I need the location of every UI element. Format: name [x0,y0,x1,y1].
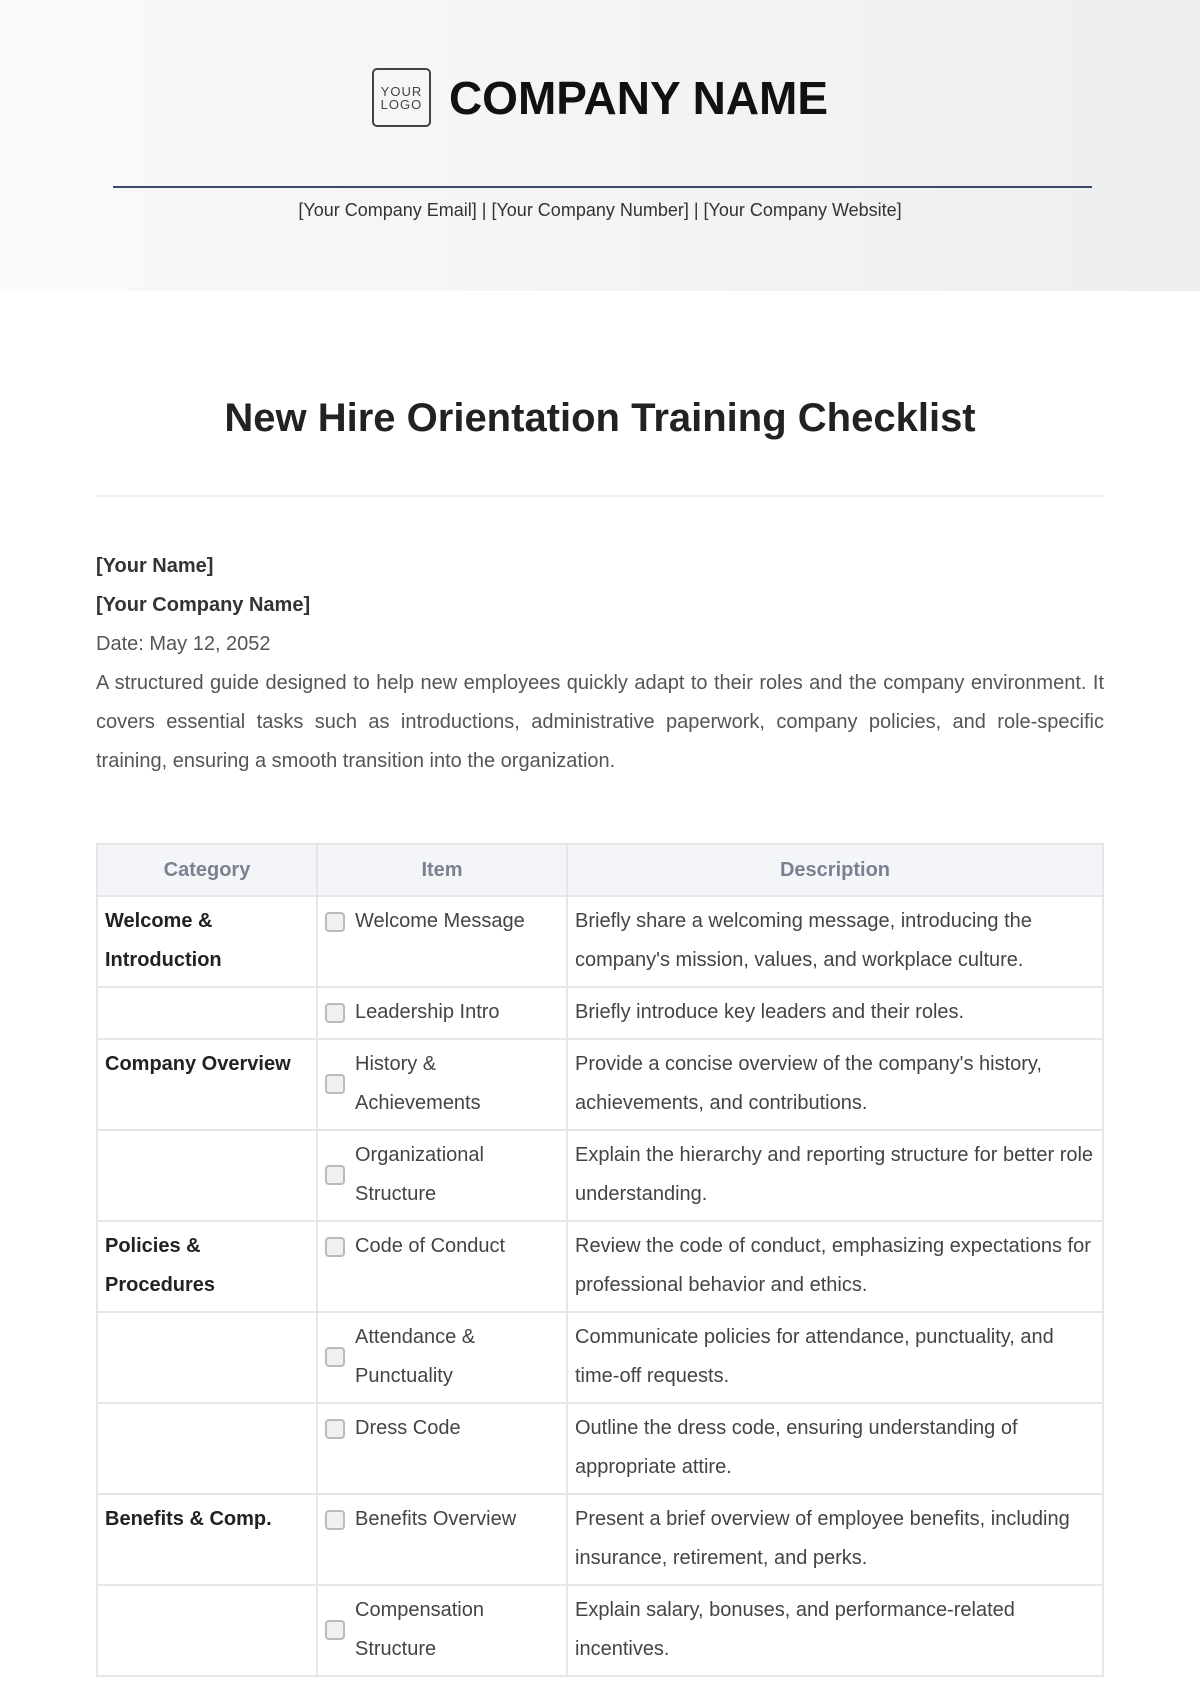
letterhead [0,0,1200,291]
logo-text: YOUR [380,83,423,99]
checklist-item[interactable] [325,1227,559,1266]
table-row [97,1403,1103,1494]
checkbox[interactable] [325,1165,345,1185]
category-cell [97,1312,317,1403]
document-info [96,547,1104,781]
checklist-item[interactable] [325,1591,559,1669]
category-cell [97,1130,317,1221]
item-cell [317,1039,567,1130]
description-cell: Outline the dress code, ensuring understanding of appropriate attire. [567,1403,1103,1494]
item-cell [317,1312,567,1403]
company-logo [372,68,431,127]
item-cell [317,1494,567,1585]
company-contact: [Your Company Email] | [Your Company Number] | [Your Company Website] [298,200,902,220]
table-row [97,896,1103,987]
column-header-description: Description [567,844,1103,896]
brand [0,68,1200,127]
description-cell: Explain the hierarchy and reporting structure for better role understanding. [567,1130,1103,1221]
table-row [97,1039,1103,1130]
item-label: Attendance & Punctuality [355,1326,476,1387]
checklist-item[interactable] [325,902,559,941]
description-cell: Explain salary, bonuses, and performance-related incentives. [567,1585,1103,1676]
checkbox[interactable] [325,912,345,932]
description-cell: Review the code of conduct, emphasizing expectations for professional behavior and ethics. [567,1221,1103,1312]
description-cell: Provide a concise overview of the company's history, achievements, and contributions. [567,1039,1103,1130]
table-row [97,987,1103,1039]
table-row [97,1585,1103,1676]
item-label: History & Achievements [355,1053,481,1114]
header-divider [113,186,1092,188]
checkbox[interactable] [325,1003,345,1023]
item-cell [317,1403,567,1494]
item-label: Benefits Overview [355,1508,517,1530]
checklist-item[interactable] [325,1500,559,1539]
description-cell: Briefly introduce key leaders and their roles. [567,987,1103,1039]
description-cell: Present a brief overview of employee benefits, including insurance, retirement, and perks. [567,1494,1103,1585]
table-header-row [97,844,1103,896]
table-row [97,1312,1103,1403]
document-description: A structured guide designed to help new employees quickly adapt to their roles and the company environment. It covers essential tasks such as introductions, administrative paperwork, company policies, and role-specific training, ensuring a smooth transition into the organization. [96,672,1104,772]
category-cell [97,1403,317,1494]
item-cell [317,1585,567,1676]
table-row [97,1494,1103,1585]
description-cell: Briefly share a welcoming message, introducing the company's mission, values, and workplace culture. [567,896,1103,987]
checkbox[interactable] [325,1237,345,1257]
item-cell [317,987,567,1039]
checklist-table [96,843,1104,1677]
checklist-item[interactable] [325,1045,559,1123]
item-label: Welcome Message [355,910,525,932]
item-cell [317,896,567,987]
checklist-item[interactable] [325,1136,559,1214]
checkbox[interactable] [325,1347,345,1367]
category-cell [97,987,317,1039]
item-label: Organizational Structure [355,1144,484,1205]
table-row [97,1221,1103,1312]
checklist-item[interactable] [325,1318,559,1396]
item-label: Code of Conduct [355,1235,506,1257]
checklist-item[interactable] [325,993,559,1032]
author-name: [Your Name] [96,555,214,577]
document-date: Date: May 12, 2052 [96,633,271,655]
category-cell: Welcome & Introduction [97,896,317,987]
title-divider [96,495,1104,497]
checkbox[interactable] [325,1419,345,1439]
item-cell [317,1221,567,1312]
column-header-category: Category [97,844,317,896]
category-cell: Policies & Procedures [97,1221,317,1312]
column-header-item: Item [317,844,567,896]
company-name: COMPANY NAME [448,71,829,124]
item-label: Compensation Structure [355,1599,484,1660]
checklist-item[interactable] [325,1409,559,1448]
item-label: Dress Code [355,1417,461,1439]
item-cell [317,1130,567,1221]
checkbox[interactable] [325,1074,345,1094]
page-title: New Hire Orientation Training Checklist [224,396,976,440]
item-label: Leadership Intro [355,1001,500,1023]
author-company: [Your Company Name] [96,594,311,616]
table-row [97,1130,1103,1221]
category-cell: Benefits & Comp. [97,1494,317,1585]
category-cell [97,1585,317,1676]
category-cell: Company Overview [97,1039,317,1130]
description-cell: Communicate policies for attendance, punctuality, and time-off requests. [567,1312,1103,1403]
checkbox[interactable] [325,1620,345,1640]
checkbox[interactable] [325,1510,345,1530]
logo-text: LOGO [380,96,423,112]
